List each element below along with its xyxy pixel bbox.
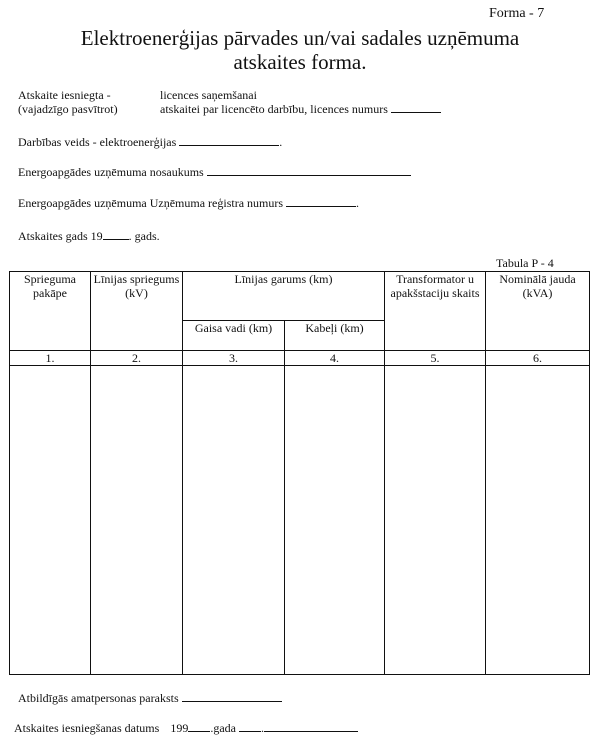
report-year-field[interactable]	[103, 238, 129, 240]
company-name-field[interactable]	[207, 174, 411, 176]
license-number-field[interactable]	[391, 111, 441, 113]
col-substation-count: Transformator u apakšstaciju skaits	[385, 272, 486, 351]
page-title: Elektroenerģijas pārvades un/vai sadales uzņēmuma	[80, 26, 520, 50]
signature-field[interactable]	[182, 700, 282, 702]
activity-type-dot: .	[279, 135, 283, 149]
signature-label: Atbildīgās amatpersonas paraksts	[18, 691, 179, 705]
col-cables: Kabeļi (km)	[285, 321, 385, 351]
submission-date-label: Atskaites iesniegšanas datums	[14, 721, 160, 735]
registry-number-row	[18, 196, 359, 211]
report-year-prefix: Atskaites gads 19	[18, 229, 103, 243]
submission-date-row	[14, 721, 358, 736]
option-licensed-activity-label: atskaitei par licencēto darbību, licences numurs	[160, 102, 388, 116]
table-cell[interactable]	[91, 366, 183, 675]
report-year-suffix: . gads.	[128, 229, 160, 243]
submission-month-field[interactable]	[264, 730, 358, 732]
table-cell[interactable]	[486, 366, 590, 675]
company-name-label: Energoapgādes uzņēmuma nosaukums	[18, 165, 204, 179]
submitted-label: Atskaite iesniegta -	[18, 88, 111, 102]
col-line-length: Līnijas garums (km)	[183, 272, 385, 321]
report-table	[9, 271, 590, 675]
col-number: 2.	[91, 351, 183, 366]
col-rated-power: Nominālā jauda (kVA)	[486, 272, 590, 351]
signature-row	[18, 691, 282, 706]
submission-date-dot: .	[260, 721, 264, 735]
col-number: 1.	[10, 351, 91, 366]
page-title-line2: atskaites forma.	[233, 50, 367, 74]
col-overhead-lines: Gaisa vadi (km)	[183, 321, 285, 351]
submission-date-year: 199	[170, 721, 189, 735]
company-name-row	[18, 165, 411, 180]
table-caption: Tabula P - 4	[496, 256, 554, 270]
col-number: 6.	[486, 351, 590, 366]
submission-year-field[interactable]	[188, 730, 210, 732]
option-license-obtain[interactable]: licences saņemšanai	[160, 88, 257, 102]
activity-type-field[interactable]	[179, 144, 279, 146]
activity-type-label: Darbības veids - elektroenerģijas	[18, 135, 177, 149]
registry-number-label: Energoapgādes uzņēmuma Uzņēmuma reģistra numurs	[18, 196, 284, 210]
registry-number-dot: .	[356, 196, 360, 210]
activity-type-row	[18, 135, 282, 150]
submitted-note: (vajadzīgo pasvītrot)	[18, 102, 118, 116]
option-licensed-activity[interactable]	[160, 102, 441, 117]
submission-date-mid: .gada	[210, 721, 236, 735]
col-number: 3.	[183, 351, 285, 366]
table-cell[interactable]	[285, 366, 385, 675]
report-year-row	[18, 229, 160, 244]
table-cell[interactable]	[385, 366, 486, 675]
registry-number-field[interactable]	[286, 205, 356, 207]
submission-day-field[interactable]	[239, 730, 261, 732]
table-cell[interactable]	[183, 366, 285, 675]
form-number: Forma - 7	[489, 6, 545, 21]
table-cell[interactable]	[10, 366, 91, 675]
col-number: 5.	[385, 351, 486, 366]
col-voltage-level: Sprieguma pakāpe	[10, 272, 91, 351]
col-number: 4.	[285, 351, 385, 366]
col-line-voltage: Līnijas spriegums (kV)	[91, 272, 183, 351]
